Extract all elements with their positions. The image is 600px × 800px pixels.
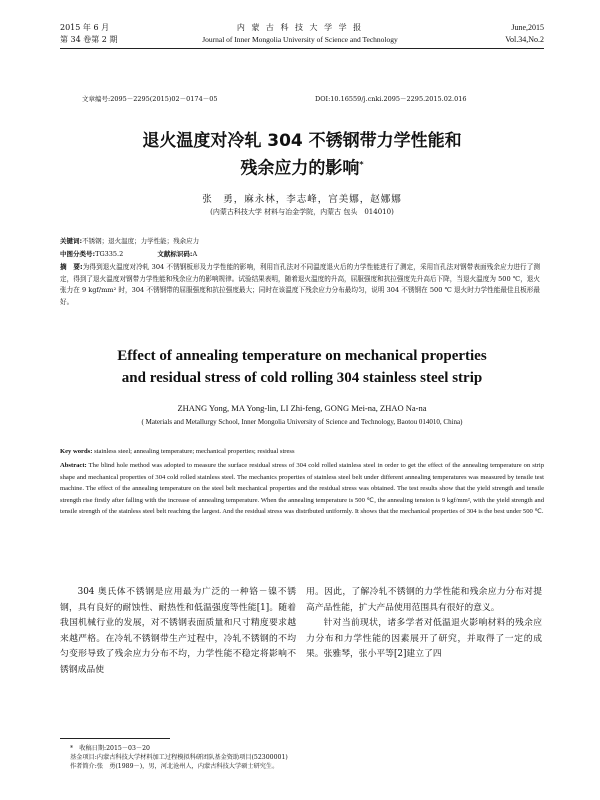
journal-name-cn: 内 蒙 古 科 技 大 学 学 报 (236, 23, 364, 32)
authors-en: ZHANG Yong, MA Yong-lin, LI Zhi-feng, GONG Mei-na, ZHAO Na-na (177, 403, 427, 413)
doccode-value: A (192, 250, 198, 258)
header-left-date: 2015 年 6 月 (60, 23, 110, 32)
title-en (60, 345, 544, 389)
keywords-en-label: Key words: (60, 448, 93, 455)
affiliation-cn: (内蒙古科技大学 材料与冶金学院，内蒙古 包头 014010) (210, 208, 394, 216)
body-right-paragraph-1: 用。因此，了解冷轧不锈钢的力学性能和残余应力分布对提高产品性能，扩大产品使用范围具有很好的意义。 (306, 587, 542, 613)
keywords-en-text: stainless steel; annealing temperature; mechanical properties; residual stress (94, 448, 295, 455)
title-cn-line1: 退火温度对冷轧 304 不锈钢带力学性能和 (142, 131, 462, 151)
doi: DOI:10.16559/j.cnki.2095－2295.2015.02.016 (315, 95, 467, 103)
keywords-cn (60, 236, 540, 247)
header-left-volume: 第 34 卷第 2 期 (60, 35, 118, 44)
title-cn-line2 (60, 153, 544, 181)
clc-label: 中图分类号: (60, 250, 96, 258)
doccode-label: 文献标识码: (157, 250, 193, 258)
abstract-cn-label: 摘 要: (60, 263, 83, 271)
header-right-date: June,2015 (511, 23, 544, 32)
title-en-line1: Effect of annealing temperature on mechanical properties (117, 348, 487, 364)
body-left-column: 304 奥氏体不锈钢是应用最为广泛的一种铬－镍不锈钢，具有良好的耐蚀性、耐热性和低温强度等性能[1]。随着我国机械行业的发展，对不锈钢表面质量和尺寸精度要求越来越严格。在冷轧不锈钢带生产过程中，冷轧不锈钢的不均匀变形导致了残余应力分布不均，力学性能不稳定将影响不锈钢成品使 (60, 587, 296, 675)
classification-cn (60, 249, 540, 260)
footnote-author: 作者简介:张 勇(1989－)，男，河北沧州人，内蒙古科技大学硕士研究生。 (70, 763, 279, 770)
footnote-received (70, 744, 540, 753)
journal-name-en: Journal of Inner Mongolia University of Science and Technology (202, 35, 398, 44)
affiliation-en: ( Materials and Metallurgy School, Inner Mongolia University of Science and Technology, Baotou 014010, China) (141, 418, 463, 426)
footnote-fund: 基金项目:内蒙古科技大学材料加工过程模拟科研团队基金资助项目(52300001) (70, 754, 288, 761)
authors-cn: 张 勇，麻永林，李志峰，宫美娜，赵娜娜 (202, 194, 402, 205)
title-cn (60, 130, 544, 181)
footnote-received-text: 收稿日期:2015－03－20 (79, 745, 150, 752)
clc-value: TG335.2 (95, 250, 124, 258)
header-right-volume: Vol.34,No.2 (505, 35, 544, 44)
keywords-cn-label: 关键词: (60, 237, 83, 245)
abstract-en-text: The blind hole method was adopted to measure the surface residual stress of 304 cold rolled stainless steel in order to get the effect of the annealing temperature on strip shape and mechanical properties of 304 cold rolled stainless steel. The mechanics properties of stainless steel belt under different annealing temperatures was measured by tensile test machine. The effect of the annealing temperature on the steel belt mechanical properties and the residual stress was obtained. The test results show that the yield strength and tensile strength rise firstly after falling with the increase of annealing temperature. When the annealing temperature is 500 ℃, the annealing tension is 9 kgf/mm², with the yield strength and tensile strength of the stainless steel belt reaching the largest. And the residual stress was distributed uniformly. It shows that the mechanical properties of 304 is the best under 500 ℃. (60, 462, 544, 515)
footnote-rule (60, 738, 170, 739)
footnote (70, 744, 540, 771)
keywords-en (60, 446, 544, 458)
keywords-cn-text: 不锈钢；退火温度；力学性能；残余应力 (82, 237, 200, 245)
footnote-star: * (70, 745, 74, 752)
header-rule (60, 48, 544, 49)
abstract-en (60, 460, 544, 518)
title-en-line2: and residual stress of cold rolling 304 stainless steel strip (121, 370, 483, 386)
body-right-paragraph-2: 针对当前现状，诸多学者对低温退火影响材料的残余应力分布和力学性能的因素展开了研究，并取得了一定的成果。张雅琴，张小平等[2]建立了四 (306, 618, 542, 659)
abstract-en-label: Abstract: (60, 462, 87, 469)
body-right-column (306, 585, 542, 663)
abstract-cn (60, 262, 540, 308)
title-footnote-mark: * (359, 160, 364, 169)
title-cn-line2-text: 残余应力的影响 (240, 158, 360, 179)
article-number: 文章编号:2095－2295(2015)02－0174－05 (82, 95, 218, 103)
abstract-cn-text: 为得到退火温度对冷轧 304 不锈钢板形及力学性能的影响，利用盲孔法对不同温度退火后的力学性能进行了测定，采用盲孔法对钢带表面残余应力进行了测定，得到了退火温度对钢带力学性能和残余应力的影响规律。试验结果表明，随着退火温度的升高，屈服强度和抗拉强度先升高后下降，当退火温度为 500 ℃，退火张力在 9 kgf/mm² 时，304 不锈钢带的屈服强度和抗拉强度最大；同时在该温度下残余应力分布最均匀，说明 304 不锈钢在 500 ℃ 退火时力学性能最佳且板形最好。 (60, 263, 540, 306)
